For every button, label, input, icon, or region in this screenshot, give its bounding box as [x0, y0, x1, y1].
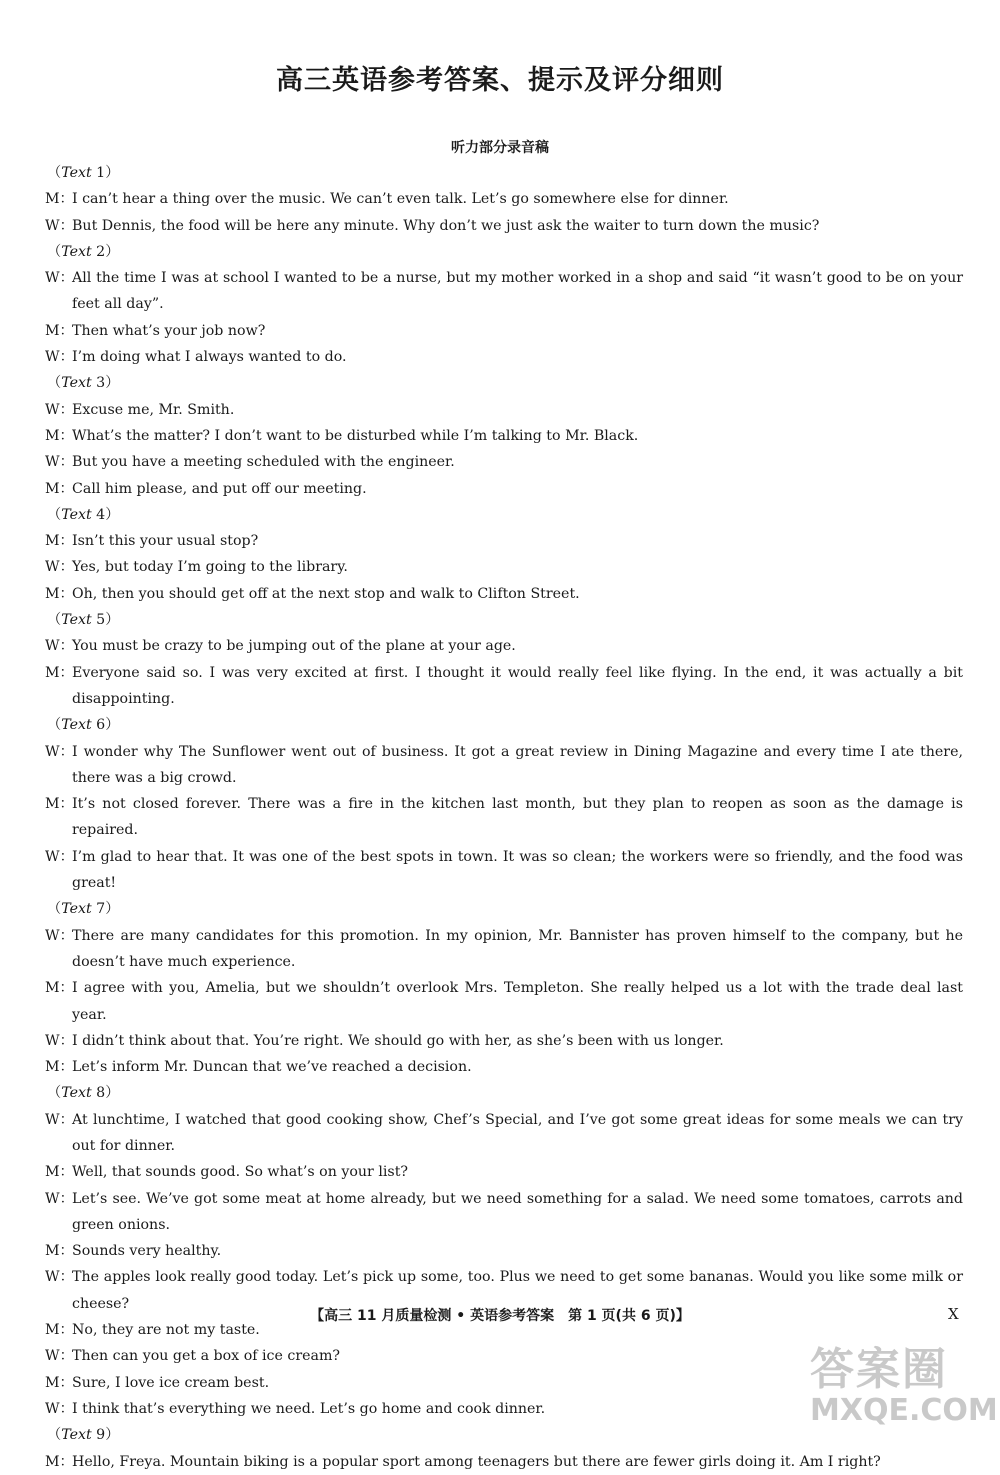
dialogue-line — [45, 923, 963, 976]
dialogue-line — [45, 1186, 963, 1239]
dialogue-text: Excuse me, Mr. Smith. — [72, 401, 235, 418]
dialogue-line — [45, 844, 963, 897]
text-header — [45, 239, 963, 265]
transcript-body — [45, 160, 963, 1475]
dialogue-line — [45, 554, 963, 580]
header-number: 6） — [91, 717, 120, 734]
dialogue-line — [45, 633, 963, 659]
footer-mark: X — [948, 1305, 959, 1323]
speaker-label: W： — [45, 1400, 74, 1417]
speaker-label: W： — [45, 638, 74, 655]
text-header — [45, 502, 963, 528]
header-label: Text — [61, 1085, 92, 1102]
page-title: 高三英语参考答案、提示及评分细则 — [276, 65, 724, 96]
dialogue-line — [45, 975, 963, 1028]
dialogue-text: I didn’t think about that. You’re right. We should go with her, as she’s been with us longer. — [72, 1032, 724, 1049]
speaker-label: W： — [45, 349, 74, 366]
speaker-label: W： — [45, 1032, 74, 1049]
watermark-top-text: 答案圈 — [810, 1344, 948, 1395]
speaker-label: W： — [45, 1190, 74, 1207]
text-header — [45, 1080, 963, 1106]
speaker-label: M： — [45, 585, 74, 602]
header-number: 2） — [91, 243, 120, 260]
speaker-label: M： — [45, 1164, 74, 1181]
dialogue-text: Then can you get a box of ice cream? — [72, 1348, 341, 1365]
speaker-label: W： — [45, 401, 74, 418]
speaker-label: M： — [45, 1322, 74, 1339]
speaker-label: W： — [45, 1269, 74, 1286]
header-paren: （ — [47, 165, 62, 181]
header-paren: （ — [47, 1085, 62, 1102]
dialogue-line — [45, 1054, 963, 1080]
speaker-label: W： — [45, 217, 74, 234]
dialogue-text: Then what’s your job now? — [72, 322, 266, 339]
speaker-label: M： — [45, 796, 74, 813]
dialogue-text: Isn’t this your usual stop? — [72, 533, 259, 550]
dialogue-line — [45, 1449, 963, 1475]
dialogue-text: The apples look really good today. Let’s pick up some, too. Plus we need to get some bananas. Would you like some milk or cheese? — [72, 1269, 963, 1312]
dialogue-line — [45, 213, 963, 239]
dialogue-text: I think that’s everything we need. Let’s go home and cook dinner. — [72, 1400, 546, 1417]
dialogue-text: No, they are not my taste. — [72, 1322, 260, 1339]
dialogue-text: Hello, Freya. Mountain biking is a popular sport among teenagers but there are fewer girls doing it. Am I right? — [72, 1453, 881, 1470]
speaker-label: M： — [45, 322, 74, 339]
speaker-label: M： — [45, 1243, 74, 1260]
dialogue-text: I’m glad to hear that. It was one of the best spots in town. It was so clean; the workers were so friendly, and the food was great! — [72, 848, 963, 892]
header-paren: （ — [47, 375, 62, 392]
speaker-label: W： — [45, 927, 74, 944]
dialogue-line — [45, 1238, 963, 1264]
dialogue-text: I wonder why The Sunflower went out of business. It got a great review in Dining Magazine and every time I ate there, there was a big crowd. — [72, 743, 963, 786]
speaker-label: W： — [45, 848, 74, 865]
dialogue-text: I’m doing what I always wanted to do. — [72, 349, 347, 366]
header-paren: （ — [47, 1427, 62, 1444]
header-number: 3） — [91, 375, 120, 392]
header-number: 5） — [91, 612, 120, 629]
dialogue-text: There are many candidates for this promotion. In my opinion, Mr. Bannister has proven himself to the company, but he doesn’t have much experience. — [72, 927, 963, 970]
dialogue-line — [45, 476, 963, 502]
text-header — [45, 160, 963, 186]
dialogue-text: Oh, then you should get off at the next stop and walk to Clifton Street. — [72, 585, 580, 602]
text-header — [45, 370, 963, 396]
speaker-label: W： — [45, 1348, 74, 1365]
dialogue-line — [45, 1107, 963, 1160]
header-label: Text — [61, 612, 92, 629]
header-label: Text — [61, 243, 92, 260]
speaker-label: M： — [45, 1059, 74, 1076]
text-header — [45, 607, 963, 633]
speaker-label: W： — [45, 1111, 74, 1128]
dialogue-text: I agree with you, Amelia, but we shouldn’t overlook Mrs. Templeton. She really helped us a lot with the trade deal last year. — [72, 980, 963, 1023]
dialogue-text: Well, that sounds good. So what’s on your list? — [72, 1164, 409, 1181]
dialogue-line — [45, 344, 963, 370]
dialogue-line — [45, 739, 963, 792]
speaker-label: W： — [45, 270, 74, 287]
header-paren: （ — [47, 901, 62, 918]
dialogue-text: But Dennis, the food will be here any minute. Why don’t we just ask the waiter to turn down the music? — [72, 217, 820, 234]
dialogue-text: But you have a meeting scheduled with the engineer. — [72, 454, 455, 471]
dialogue-line — [45, 449, 963, 475]
dialogue-line — [45, 528, 963, 554]
speaker-label: W： — [45, 454, 74, 471]
dialogue-text: Let’s see. We’ve got some meat at home already, but we need something for a salad. We need some tomatoes, carrots and green onions. — [72, 1190, 963, 1233]
speaker-label: M： — [45, 1453, 74, 1470]
header-number: 1） — [91, 165, 120, 181]
dialogue-line — [45, 397, 963, 423]
watermark-logo — [810, 1344, 998, 1430]
dialogue-line — [45, 265, 963, 318]
dialogue-text: Everyone said so. I was very excited at first. I thought it would really feel like flying. In the end, it was actually a bit disappointing. — [72, 664, 963, 707]
speaker-label: W： — [45, 743, 74, 760]
dialogue-line — [45, 186, 963, 212]
header-label: Text — [61, 717, 92, 734]
header-label: Text — [61, 506, 92, 523]
dialogue-text: At lunchtime, I watched that good cooking show, Chef’s Special, and I’ve got some great ideas for some meals we can try out for dinner. — [72, 1111, 963, 1154]
dialogue-line — [45, 318, 963, 344]
dialogue-text: You must be crazy to be jumping out of the plane at your age. — [72, 638, 516, 655]
dialogue-text: All the time I was at school I wanted to be a nurse, but my mother worked in a shop and said “it wasn’t good to be on your feet all day”. — [72, 270, 963, 313]
section-heading: 听力部分录音稿 — [451, 140, 549, 156]
header-label: Text — [61, 375, 92, 392]
dialogue-text: Sounds very healthy. — [72, 1243, 222, 1260]
speaker-label: M： — [45, 427, 74, 444]
dialogue-text: Sure, I love ice cream best. — [72, 1374, 270, 1391]
dialogue-text: Call him please, and put off our meeting. — [72, 480, 367, 497]
dialogue-line — [45, 1159, 963, 1185]
dialogue-line — [45, 1028, 963, 1054]
speaker-label: W： — [45, 559, 74, 576]
text-header — [45, 896, 963, 922]
speaker-label: M： — [45, 533, 74, 550]
header-number: 9） — [91, 1427, 120, 1444]
dialogue-text: What’s the matter? I don’t want to be disturbed while I’m talking to Mr. Black. — [72, 427, 639, 444]
header-number: 4） — [91, 506, 120, 523]
dialogue-text: It’s not closed forever. There was a fire in the kitchen last month, but they plan to reopen as soon as the damage is repaired. — [72, 796, 963, 839]
speaker-label: M： — [45, 191, 74, 208]
dialogue-text: Let’s inform Mr. Duncan that we’ve reached a decision. — [72, 1059, 472, 1076]
header-label: Text — [61, 165, 92, 181]
speaker-label: M： — [45, 480, 74, 497]
header-number: 7） — [91, 901, 120, 918]
header-paren: （ — [47, 243, 62, 260]
watermark-site-text: MXQE.COM — [810, 1393, 998, 1428]
header-paren: （ — [47, 506, 62, 523]
dialogue-line — [45, 423, 963, 449]
header-number: 8） — [91, 1085, 120, 1102]
dialogue-line — [45, 660, 963, 713]
dialogue-text: I can’t hear a thing over the music. We can’t even talk. Let’s go somewhere else for dinner. — [72, 191, 729, 208]
header-label: Text — [61, 901, 92, 918]
speaker-label: M： — [45, 980, 74, 997]
header-paren: （ — [47, 612, 62, 629]
text-header — [45, 712, 963, 738]
header-label: Text — [61, 1427, 92, 1444]
speaker-label: M： — [45, 1374, 74, 1391]
dialogue-text: Yes, but today I’m going to the library. — [72, 559, 348, 576]
page-footer: 【高三 11 月质量检测 • 英语参考答案 第 1 页(共 6 页)】 — [310, 1308, 690, 1324]
dialogue-line — [45, 791, 963, 844]
speaker-label: M： — [45, 664, 74, 681]
header-paren: （ — [47, 717, 62, 734]
dialogue-line — [45, 581, 963, 607]
